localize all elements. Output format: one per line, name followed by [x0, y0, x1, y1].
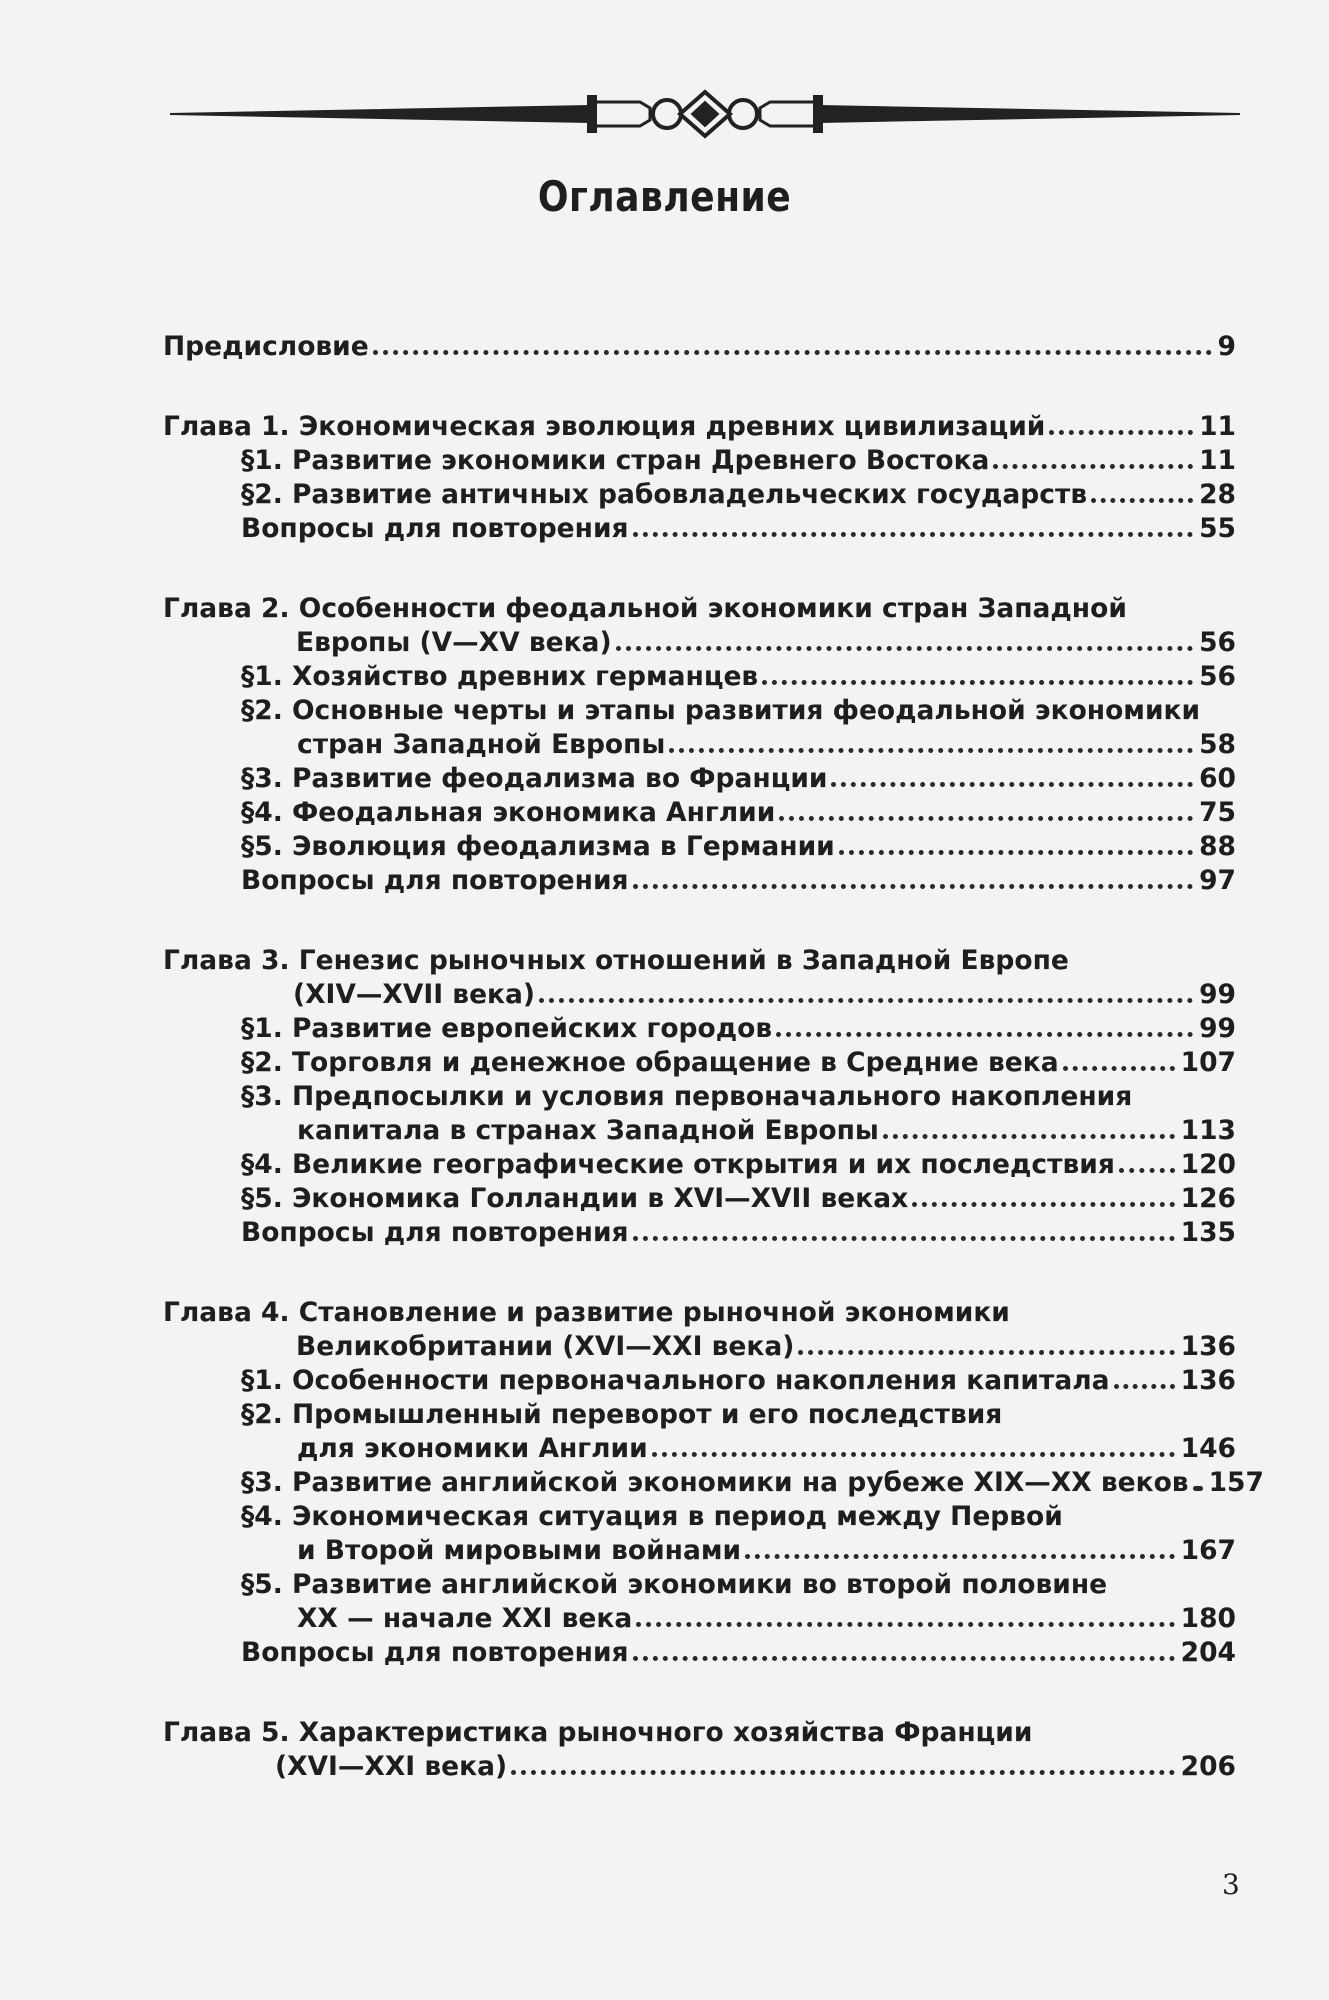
toc-entry[interactable]: §2. Развитие античных рабовладельческих государств 28	[241, 479, 1236, 510]
toc-entry[interactable]: Вопросы для повторения 97	[241, 865, 1236, 896]
toc-entry-title[interactable]: Глава 5. Характеристика рыночного хозяйства Франции	[163, 1717, 1033, 1748]
toc-entry[interactable]: §5. Экономика Голландии в XVI—XVII веках 126	[241, 1183, 1236, 1214]
toc-entry[interactable]: §4. Феодальная экономика Англии 75	[241, 797, 1236, 828]
toc-entry-title[interactable]: §3. Предпосылки и условия первоначального накопления	[241, 1081, 1133, 1112]
toc-entry[interactable]: §3. Развитие английской экономики на рубеже XIX—XX веков 157	[241, 1467, 1264, 1498]
toc-entry[interactable]: Глава 1. Экономическая эволюция древних цивилизаций 11	[163, 411, 1236, 442]
toc-entry-title[interactable]: §4. Экономическая ситуация в период между Первой	[241, 1501, 1063, 1532]
page-title: Оглавление	[537, 172, 792, 221]
toc-entry-title[interactable]: Глава 3. Генезис рыночных отношений в Западной Европе	[163, 945, 1069, 976]
toc-entry[interactable]: §1. Хозяйство древних германцев 56	[241, 661, 1236, 692]
toc-entry[interactable]: Вопросы для повторения 204	[241, 1637, 1236, 1668]
toc-entry-title[interactable]: §5. Развитие английской экономики во второй половине	[241, 1569, 1108, 1600]
toc-entry[interactable]: §5. Эволюция феодализма в Германии 88	[241, 831, 1236, 862]
toc-entry-title[interactable]: Глава 2. Особенности феодальной экономики стран Западной	[163, 593, 1127, 624]
toc-entry[interactable]: Европы (V—XV века) 56	[296, 627, 1236, 658]
toc-entry-title[interactable]: Глава 4. Становление и развитие рыночной экономики	[163, 1297, 1010, 1328]
page-number: 3	[1222, 1868, 1240, 1901]
toc-entry[interactable]: (XIV—XVII века) 99	[293, 979, 1236, 1010]
toc-entry[interactable]: (XVI—XXI века) 206	[275, 1751, 1236, 1782]
toc-entry-title[interactable]: §2. Основные черты и этапы развития феодальной экономики	[241, 695, 1201, 726]
toc-entry[interactable]: §4. Великие географические открытия и их последствия 120	[241, 1149, 1236, 1180]
toc-entry[interactable]: Вопросы для повторения 135	[241, 1217, 1236, 1248]
toc-entry[interactable]: §2. Торговля и денежное обращение в Средние века 107	[241, 1047, 1236, 1078]
toc-entry[interactable]: стран Западной Европы 58	[297, 729, 1236, 760]
toc-entry[interactable]: §1. Развитие европейских городов 99	[241, 1013, 1236, 1044]
toc-entry[interactable]: Вопросы для повторения 55	[241, 513, 1236, 544]
toc-entry[interactable]: Предисловие 9	[163, 331, 1236, 362]
toc-entry[interactable]: Великобритании (XVI—XXI века) 136	[296, 1331, 1236, 1362]
decorative-ornament	[170, 88, 1240, 140]
toc-entry[interactable]: для экономики Англии 146	[297, 1433, 1236, 1464]
toc-entry[interactable]: §1. Особенности первоначального накопления капитала 136	[241, 1365, 1236, 1396]
toc-entry[interactable]: XX — начале XXI века 180	[297, 1603, 1236, 1634]
toc-entry[interactable]: §1. Развитие экономики стран Древнего Востока 11	[241, 445, 1236, 476]
toc-entry-title[interactable]: §2. Промышленный переворот и его последствия	[241, 1399, 1003, 1430]
toc-entry[interactable]: §3. Развитие феодализма во Франции 60	[241, 763, 1236, 794]
toc-entry[interactable]: и Второй мировыми войнами 167	[297, 1535, 1236, 1566]
toc-entry[interactable]: капитала в странах Западной Европы 113	[297, 1115, 1236, 1146]
